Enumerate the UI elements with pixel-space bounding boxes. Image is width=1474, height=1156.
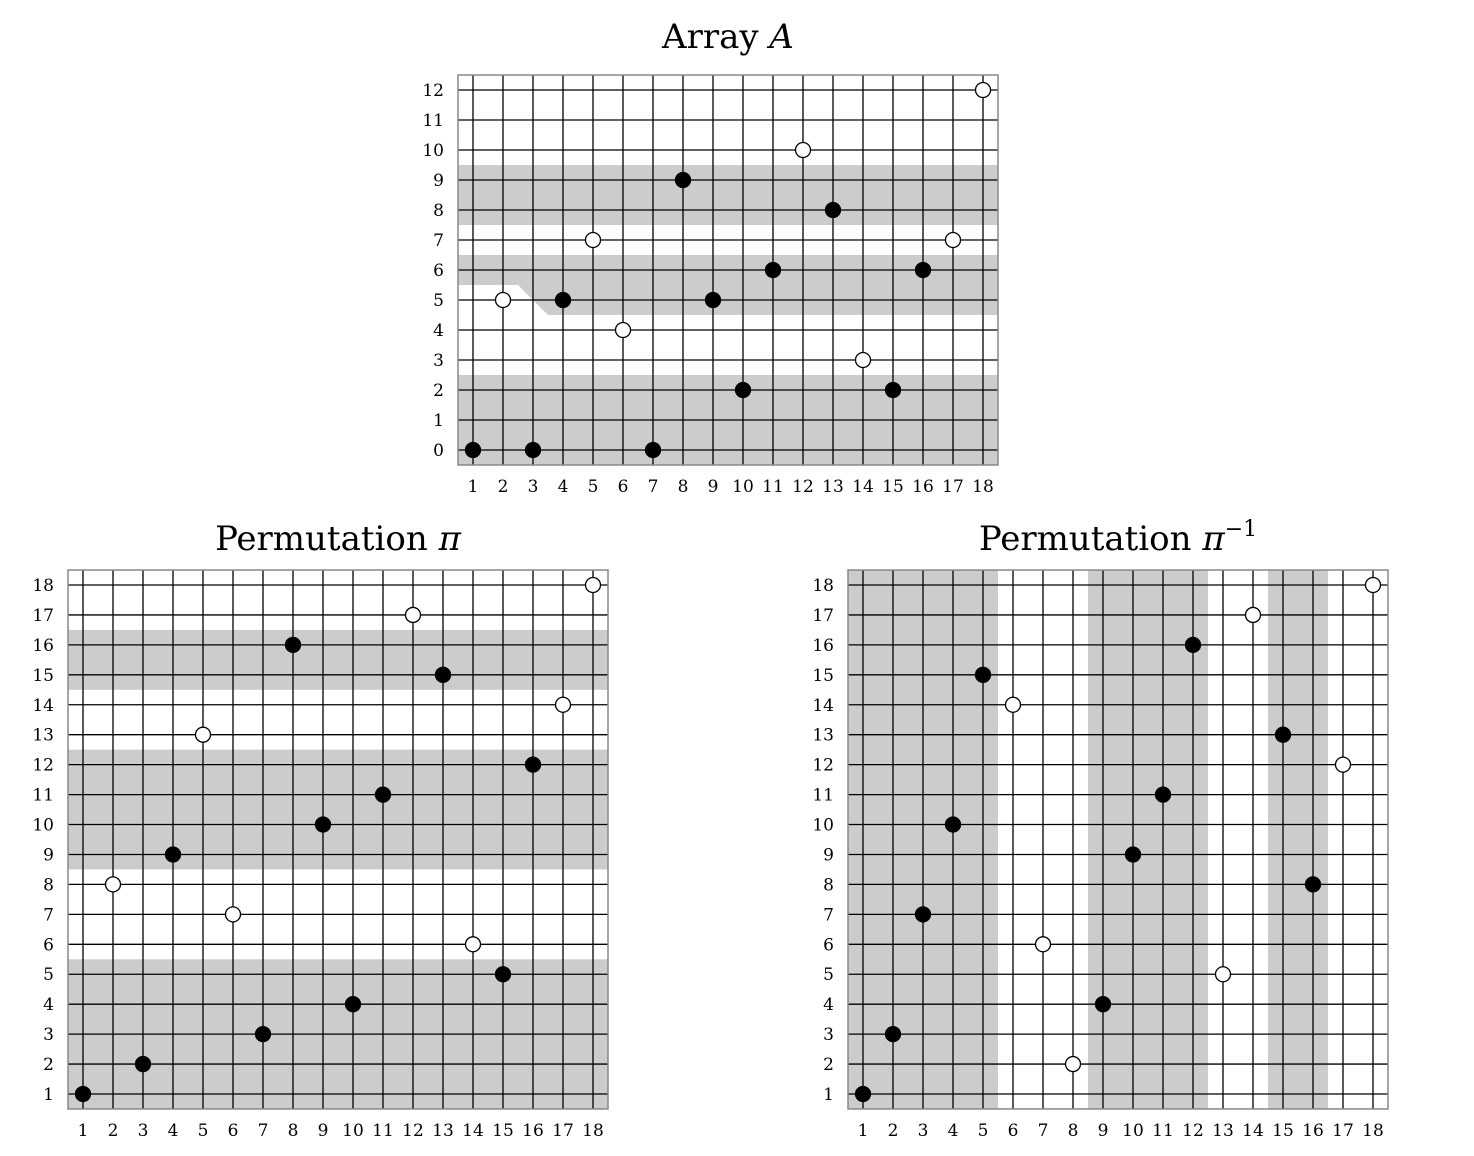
array-a-shaded-band — [458, 165, 998, 225]
array-a-y-tick-label: 12 — [422, 81, 444, 101]
permutation-pi-open-point — [466, 937, 481, 952]
permutation-pi-inverse-y-tick-label: 8 — [823, 875, 834, 896]
permutation-pi-inverse-filled-point — [1276, 727, 1291, 742]
permutation-pi-x-tick-label: 13 — [432, 1120, 454, 1141]
permutation-pi-x-tick-label: 11 — [372, 1120, 394, 1141]
permutation-pi-inverse-x-tick-label: 11 — [1152, 1120, 1174, 1141]
array-a-open-point — [946, 233, 961, 248]
permutation-pi-inverse-open-point — [1066, 1057, 1081, 1072]
array-a-y-tick-label: 10 — [422, 141, 444, 161]
array-a-y-tick-label: 1 — [433, 411, 444, 431]
permutation-pi-inverse-y-tick-label: 11 — [812, 785, 834, 806]
permutation-pi-inverse-open-point — [1036, 937, 1051, 952]
permutation-pi-x-tick-label: 18 — [582, 1120, 604, 1141]
permutation-pi-x-tick-label: 9 — [317, 1120, 329, 1141]
permutation-pi-filled-point — [496, 967, 511, 982]
permutation-pi-inverse-x-tick-label: 8 — [1067, 1120, 1079, 1141]
array-a-y-tick-label: 11 — [422, 111, 444, 131]
permutation-pi-x-tick-label: 17 — [552, 1120, 574, 1141]
permutation-pi-y-tick-label: 1 — [43, 1085, 54, 1105]
permutation-pi-inverse-x-tick-label: 12 — [1182, 1120, 1204, 1141]
permutation-pi-inverse-filled-point — [976, 667, 991, 682]
permutation-pi-x-tick-label: 7 — [257, 1120, 269, 1141]
permutation-pi-y-tick-label: 17 — [32, 605, 54, 626]
array-a-x-tick-label: 15 — [882, 477, 904, 497]
permutation-pi-inverse-title — [979, 517, 1257, 559]
array-a-filled-point — [646, 443, 661, 458]
permutation-pi-inverse-filled-point — [916, 907, 931, 922]
permutation-pi-filled-point — [316, 817, 331, 832]
permutation-pi-inverse-x-tick-label: 14 — [1242, 1120, 1264, 1141]
permutation-pi-inverse-filled-point — [856, 1087, 871, 1102]
permutation-pi-inverse-y-tick-label: 1 — [823, 1085, 834, 1105]
array-a-filled-point — [676, 173, 691, 188]
permutation-pi-inverse-panel — [812, 517, 1388, 1141]
array-a-x-tick-label: 7 — [647, 477, 659, 497]
permutation-pi-y-tick-label: 18 — [32, 576, 54, 596]
permutation-pi-inverse-title-sup: −1 — [1224, 517, 1258, 542]
array-a-title — [661, 17, 794, 57]
permutation-pi-inverse-y-tick-label: 14 — [812, 695, 834, 716]
permutation-pi-inverse-x-tick-label: 10 — [1122, 1120, 1144, 1141]
permutation-pi-inverse-y-tick-label: 7 — [823, 905, 834, 926]
permutation-pi-inverse-x-tick-label: 17 — [1332, 1120, 1354, 1141]
array-a-filled-point — [916, 263, 931, 278]
array-a-title-word: Array — [662, 17, 770, 57]
permutation-pi-x-tick-label: 15 — [492, 1120, 514, 1141]
array-a-y-tick-label: 9 — [433, 171, 444, 191]
permutation-pi-filled-point — [76, 1087, 91, 1102]
permutation-pi-y-tick-label: 4 — [43, 995, 54, 1016]
array-a-y-tick-label: 6 — [433, 261, 444, 281]
permutation-pi-x-tick-label: 4 — [167, 1120, 179, 1141]
permutation-pi-inverse-x-tick-label: 4 — [947, 1120, 959, 1141]
permutation-pi-y-tick-label: 13 — [32, 725, 54, 746]
permutation-pi-panel — [32, 519, 608, 1141]
permutation-pi-inverse-filled-point — [946, 817, 961, 832]
permutation-pi-inverse-y-tick-label: 15 — [812, 665, 834, 686]
array-a-y-tick-label: 3 — [433, 351, 444, 371]
permutation-pi-inverse-x-tick-label: 2 — [887, 1120, 899, 1141]
permutation-pi-inverse-title-var: π — [1202, 519, 1225, 559]
array-a-x-tick-label: 16 — [912, 477, 934, 497]
array-a-open-point — [976, 83, 991, 98]
array-a-x-tick-label: 12 — [792, 477, 814, 497]
permutation-pi-inverse-y-tick-label: 16 — [812, 635, 834, 656]
permutation-pi-inverse-title-word: Permutation — [978, 519, 1203, 559]
permutation-pi-inverse-y-tick-label: 9 — [823, 845, 834, 866]
permutation-pi-open-point — [226, 907, 241, 922]
permutation-pi-inverse-y-tick-label: 4 — [823, 995, 834, 1016]
permutation-pi-y-tick-label: 14 — [32, 695, 54, 716]
array-a-y-tick-label: 0 — [433, 441, 444, 461]
array-a-x-tick-label: 18 — [972, 477, 994, 497]
permutation-pi-x-tick-label: 2 — [107, 1120, 119, 1141]
array-a-x-tick-label: 14 — [852, 477, 874, 497]
permutation-pi-inverse-shaded-band — [1268, 570, 1328, 1109]
permutation-pi-inverse-filled-point — [1186, 637, 1201, 652]
array-a-open-point — [796, 143, 811, 158]
array-a-x-tick-label: 3 — [527, 477, 539, 497]
array-a-filled-point — [826, 203, 841, 218]
permutation-pi-inverse-filled-point — [1096, 997, 1111, 1012]
permutation-pi-x-tick-label: 3 — [137, 1120, 149, 1141]
permutation-pi-y-tick-label: 10 — [32, 815, 54, 836]
array-a-x-tick-label: 1 — [467, 477, 479, 497]
array-a-y-tick-label: 2 — [433, 381, 444, 401]
permutation-pi-y-tick-label: 9 — [43, 845, 54, 866]
array-a-open-point — [616, 323, 631, 338]
permutation-pi-title-var: π — [438, 519, 461, 559]
permutation-pi-y-tick-label: 15 — [32, 665, 54, 686]
permutation-pi-inverse-open-point — [1246, 607, 1261, 622]
permutation-pi-title-word: Permutation — [215, 519, 439, 559]
array-a-x-tick-label: 13 — [822, 477, 844, 497]
array-a-x-tick-label: 5 — [587, 477, 599, 497]
permutation-pi-y-tick-label: 3 — [43, 1025, 54, 1046]
array-a-filled-point — [466, 443, 481, 458]
permutation-pi-inverse-open-point — [1216, 967, 1231, 982]
permutation-pi-inverse-filled-point — [1126, 847, 1141, 862]
permutation-pi-x-tick-label: 6 — [227, 1120, 239, 1141]
permutation-pi-x-tick-label: 8 — [287, 1120, 299, 1141]
array-a-filled-point — [736, 383, 751, 398]
permutation-pi-open-point — [406, 607, 421, 622]
permutation-pi-y-tick-label: 2 — [43, 1055, 54, 1076]
permutation-pi-y-tick-label: 12 — [32, 755, 54, 776]
array-a-filled-point — [706, 293, 721, 308]
permutation-pi-x-tick-label: 10 — [342, 1120, 364, 1141]
permutation-pi-inverse-filled-point — [886, 1027, 901, 1042]
permutation-pi-inverse-y-tick-label: 2 — [823, 1055, 834, 1076]
permutation-pi-x-tick-label: 5 — [197, 1120, 209, 1141]
permutation-pi-inverse-x-tick-label: 16 — [1302, 1120, 1324, 1141]
array-a-x-tick-label: 8 — [677, 477, 689, 497]
permutation-pi-inverse-y-tick-label: 13 — [812, 725, 834, 746]
permutation-pi-inverse-x-tick-label: 7 — [1037, 1120, 1049, 1141]
permutation-pi-y-tick-label: 16 — [32, 635, 54, 656]
array-a-x-tick-label: 10 — [732, 477, 754, 497]
permutation-pi-inverse-x-tick-label: 1 — [857, 1120, 869, 1141]
array-a-filled-point — [556, 293, 571, 308]
permutation-pi-inverse-y-tick-label: 17 — [812, 605, 834, 626]
permutation-pi-filled-point — [286, 637, 301, 652]
permutation-pi-filled-point — [526, 757, 541, 772]
array-a-x-tick-label: 11 — [762, 477, 784, 497]
permutation-pi-inverse-x-tick-label: 5 — [977, 1120, 989, 1141]
permutation-pi-inverse-x-tick-label: 3 — [917, 1120, 929, 1141]
permutation-pi-inverse-open-point — [1006, 697, 1021, 712]
permutation-pi-x-tick-label: 16 — [522, 1120, 544, 1141]
array-a-filled-point — [886, 383, 901, 398]
array-a-open-point — [496, 293, 511, 308]
array-a-shaded-region — [458, 255, 998, 315]
array-a-x-tick-label: 4 — [557, 477, 569, 497]
permutation-pi-inverse-open-point — [1336, 757, 1351, 772]
permutation-pi-x-tick-label: 1 — [77, 1120, 89, 1141]
permutation-pi-inverse-y-tick-label: 18 — [812, 576, 834, 596]
permutation-pi-open-point — [106, 877, 121, 892]
array-a-y-tick-label: 4 — [433, 321, 444, 341]
permutation-pi-inverse-open-point — [1366, 578, 1381, 593]
array-a-x-tick-label: 6 — [617, 477, 629, 497]
permutation-pi-x-tick-label: 14 — [462, 1120, 484, 1141]
permutation-pi-inverse-filled-point — [1156, 787, 1171, 802]
permutation-pi-inverse-x-tick-label: 9 — [1097, 1120, 1109, 1141]
array-a-x-tick-label: 17 — [942, 477, 964, 497]
permutation-pi-y-tick-label: 5 — [43, 965, 54, 986]
permutation-pi-y-tick-label: 8 — [43, 875, 54, 896]
permutation-pi-x-tick-label: 12 — [402, 1120, 424, 1141]
permutation-pi-inverse-x-tick-label: 15 — [1272, 1120, 1294, 1141]
permutation-pi-inverse-y-tick-label: 5 — [823, 965, 834, 986]
permutation-pi-y-tick-label: 7 — [43, 905, 54, 926]
permutation-pi-open-point — [556, 697, 571, 712]
permutation-pi-filled-point — [376, 787, 391, 802]
permutation-pi-inverse-y-tick-label: 6 — [823, 935, 834, 956]
array-a-open-point — [856, 353, 871, 368]
permutation-pi-shaded-band — [68, 630, 608, 690]
array-a-filled-point — [526, 443, 541, 458]
permutation-pi-filled-point — [346, 997, 361, 1012]
permutation-pi-inverse-y-tick-label: 12 — [812, 755, 834, 776]
permutation-pi-inverse-x-tick-label: 18 — [1362, 1120, 1384, 1141]
array-a-open-point — [586, 233, 601, 248]
permutation-pi-y-tick-label: 6 — [43, 935, 54, 956]
array-a-x-tick-label: 9 — [707, 477, 719, 497]
permutation-pi-filled-point — [166, 847, 181, 862]
permutation-pi-y-tick-label: 11 — [32, 785, 54, 806]
array-a-y-tick-label: 8 — [433, 201, 444, 221]
permutation-pi-inverse-y-tick-label: 10 — [812, 815, 834, 836]
permutation-pi-title — [215, 519, 462, 559]
permutation-pi-open-point — [196, 727, 211, 742]
permutation-pi-inverse-x-tick-label: 13 — [1212, 1120, 1234, 1141]
permutation-pi-open-point — [586, 578, 601, 593]
array-a-panel — [422, 17, 998, 497]
array-a-title-var: A — [769, 17, 794, 57]
array-a-filled-point — [766, 263, 781, 278]
permutation-pi-inverse-filled-point — [1306, 877, 1321, 892]
array-a-x-tick-label: 2 — [497, 477, 509, 497]
permutation-pi-inverse-y-tick-label: 3 — [823, 1025, 834, 1046]
permutation-pi-inverse-x-tick-label: 6 — [1007, 1120, 1019, 1141]
array-a-y-tick-label: 7 — [433, 231, 444, 251]
permutation-pi-filled-point — [436, 667, 451, 682]
permutation-pi-filled-point — [256, 1027, 271, 1042]
array-a-y-tick-label: 5 — [433, 291, 444, 311]
permutation-pi-filled-point — [136, 1057, 151, 1072]
